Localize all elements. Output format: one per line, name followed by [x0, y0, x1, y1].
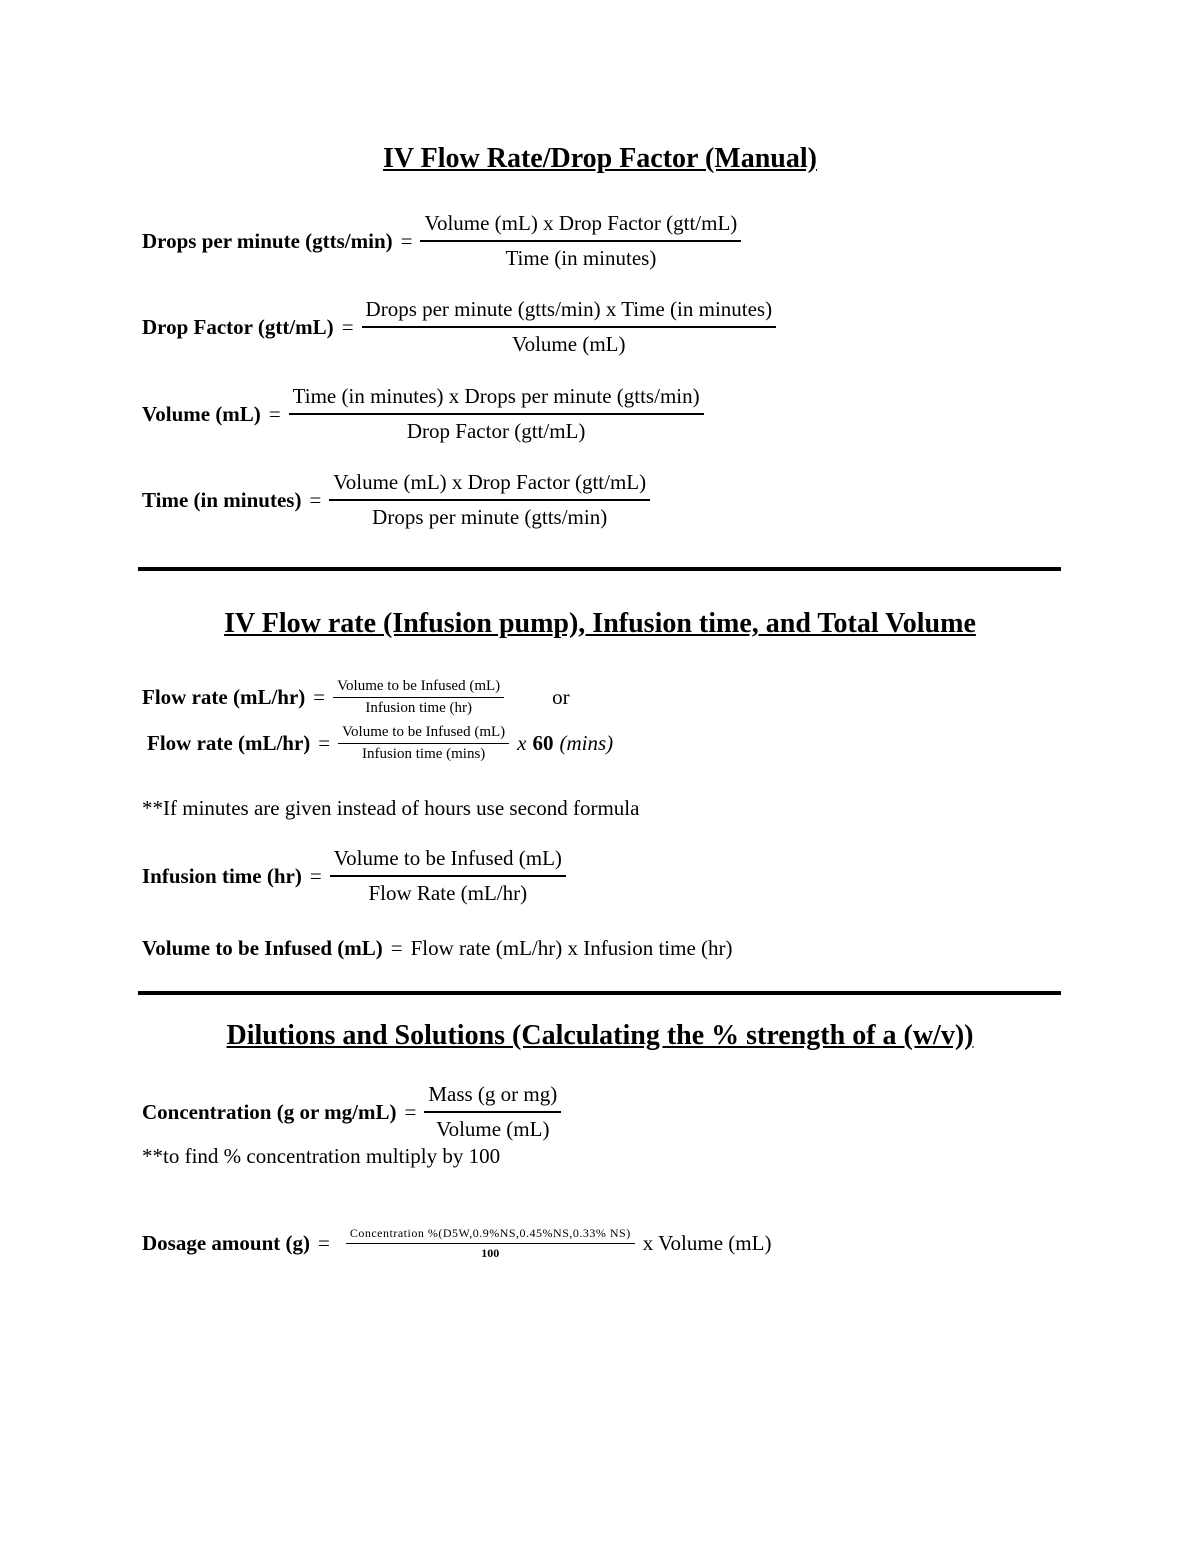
equation-tail: x Volume (mL) [642, 1231, 772, 1255]
numerator: Volume (mL) x Drop Factor (gtt/mL) [329, 470, 650, 501]
multiply-sign: x [517, 731, 527, 755]
section-heading-infusion-pump: IV Flow rate (Infusion pump), Infusion time, and Total Volume [224, 608, 976, 639]
fraction [338, 724, 509, 763]
equation-lhs: Volume (mL) [142, 401, 261, 426]
denominator: Drops per minute (gtts/min) [372, 505, 608, 529]
equation-lhs: Drops per minute (gtts/min) [142, 228, 393, 253]
denominator: 100 [481, 1246, 500, 1260]
fraction [346, 1226, 635, 1261]
denominator: Volume (mL) [436, 1117, 550, 1141]
fraction [420, 211, 741, 271]
fraction [333, 678, 504, 717]
denominator: Infusion time (hr) [365, 700, 472, 716]
equals-sign: = [268, 401, 281, 426]
numerator: Volume to be Infused (mL) [333, 678, 504, 698]
equation-lhs: Drop Factor (gtt/mL) [142, 314, 334, 339]
sixty-value: 60 [532, 731, 554, 755]
fraction [329, 470, 650, 530]
denominator: Volume (mL) [512, 332, 626, 356]
equation-flow-rate-minutes [147, 724, 613, 763]
equals-sign: = [390, 936, 403, 960]
equation-lhs: Flow rate (mL/hr) [142, 685, 306, 709]
minutes-unit: (mins) [559, 731, 614, 755]
equals-sign: = [318, 1231, 330, 1255]
equation-time [142, 470, 650, 530]
equals-sign: = [309, 487, 322, 512]
equation-lhs: Infusion time (hr) [142, 863, 302, 888]
equation-volume-to-be-infused [142, 936, 733, 961]
equation-lhs: Volume to be Infused (mL) [142, 936, 383, 960]
fraction [424, 1082, 561, 1142]
numerator: Volume to be Infused (mL) [338, 724, 509, 744]
equation-lhs: Concentration (g or mg/mL) [142, 1099, 397, 1124]
note-minutes-given: **If minutes are given instead of hours use second formula [142, 796, 640, 820]
section-divider [138, 567, 1061, 571]
equals-sign: = [309, 863, 322, 888]
numerator: Time (in minutes) x Drops per minute (gtts/min) [289, 384, 704, 415]
fraction [330, 846, 566, 906]
equation-volume [142, 384, 704, 444]
or-connector: or [552, 685, 570, 709]
equation-lhs: Flow rate (mL/hr) [147, 731, 311, 755]
fraction [289, 384, 704, 444]
equation-concentration [142, 1082, 561, 1142]
numerator: Concentration %(D5W,0.9%NS,0.45%NS,0.33% NS) [346, 1226, 635, 1244]
equation-drop-factor [142, 297, 776, 357]
note-percent-concentration: **to find % concentration multiply by 100 [142, 1144, 501, 1168]
equals-sign: = [341, 314, 354, 339]
numerator: Volume to be Infused (mL) [330, 846, 566, 877]
equals-sign: = [318, 731, 331, 755]
denominator: Time (in minutes) [505, 246, 657, 270]
numerator: Volume (mL) x Drop Factor (gtt/mL) [420, 211, 741, 242]
equation-infusion-time [142, 846, 566, 906]
equals-sign: = [404, 1099, 417, 1124]
equals-sign: = [313, 685, 326, 709]
denominator: Drop Factor (gtt/mL) [406, 419, 586, 443]
equation-drops-per-minute [142, 211, 741, 271]
equation-flow-rate-hours [142, 678, 570, 717]
fraction [362, 297, 777, 357]
section-heading-dilutions: Dilutions and Solutions (Calculating the % strength of a (w/v)) [226, 1020, 974, 1051]
numerator: Mass (g or mg) [424, 1082, 561, 1113]
section-heading-manual-flow: IV Flow Rate/Drop Factor (Manual) [383, 143, 817, 174]
equals-sign: = [400, 228, 413, 253]
denominator: Flow Rate (mL/hr) [368, 881, 528, 905]
numerator: Drops per minute (gtts/min) x Time (in minutes) [362, 297, 777, 328]
equation-rhs: Flow rate (mL/hr) x Infusion time (hr) [410, 936, 733, 960]
equation-lhs: Time (in minutes) [142, 487, 302, 512]
equation-lhs: Dosage amount (g) [142, 1231, 310, 1255]
equation-dosage-amount [142, 1226, 771, 1261]
denominator: Infusion time (mins) [361, 746, 486, 762]
section-divider [138, 991, 1061, 995]
